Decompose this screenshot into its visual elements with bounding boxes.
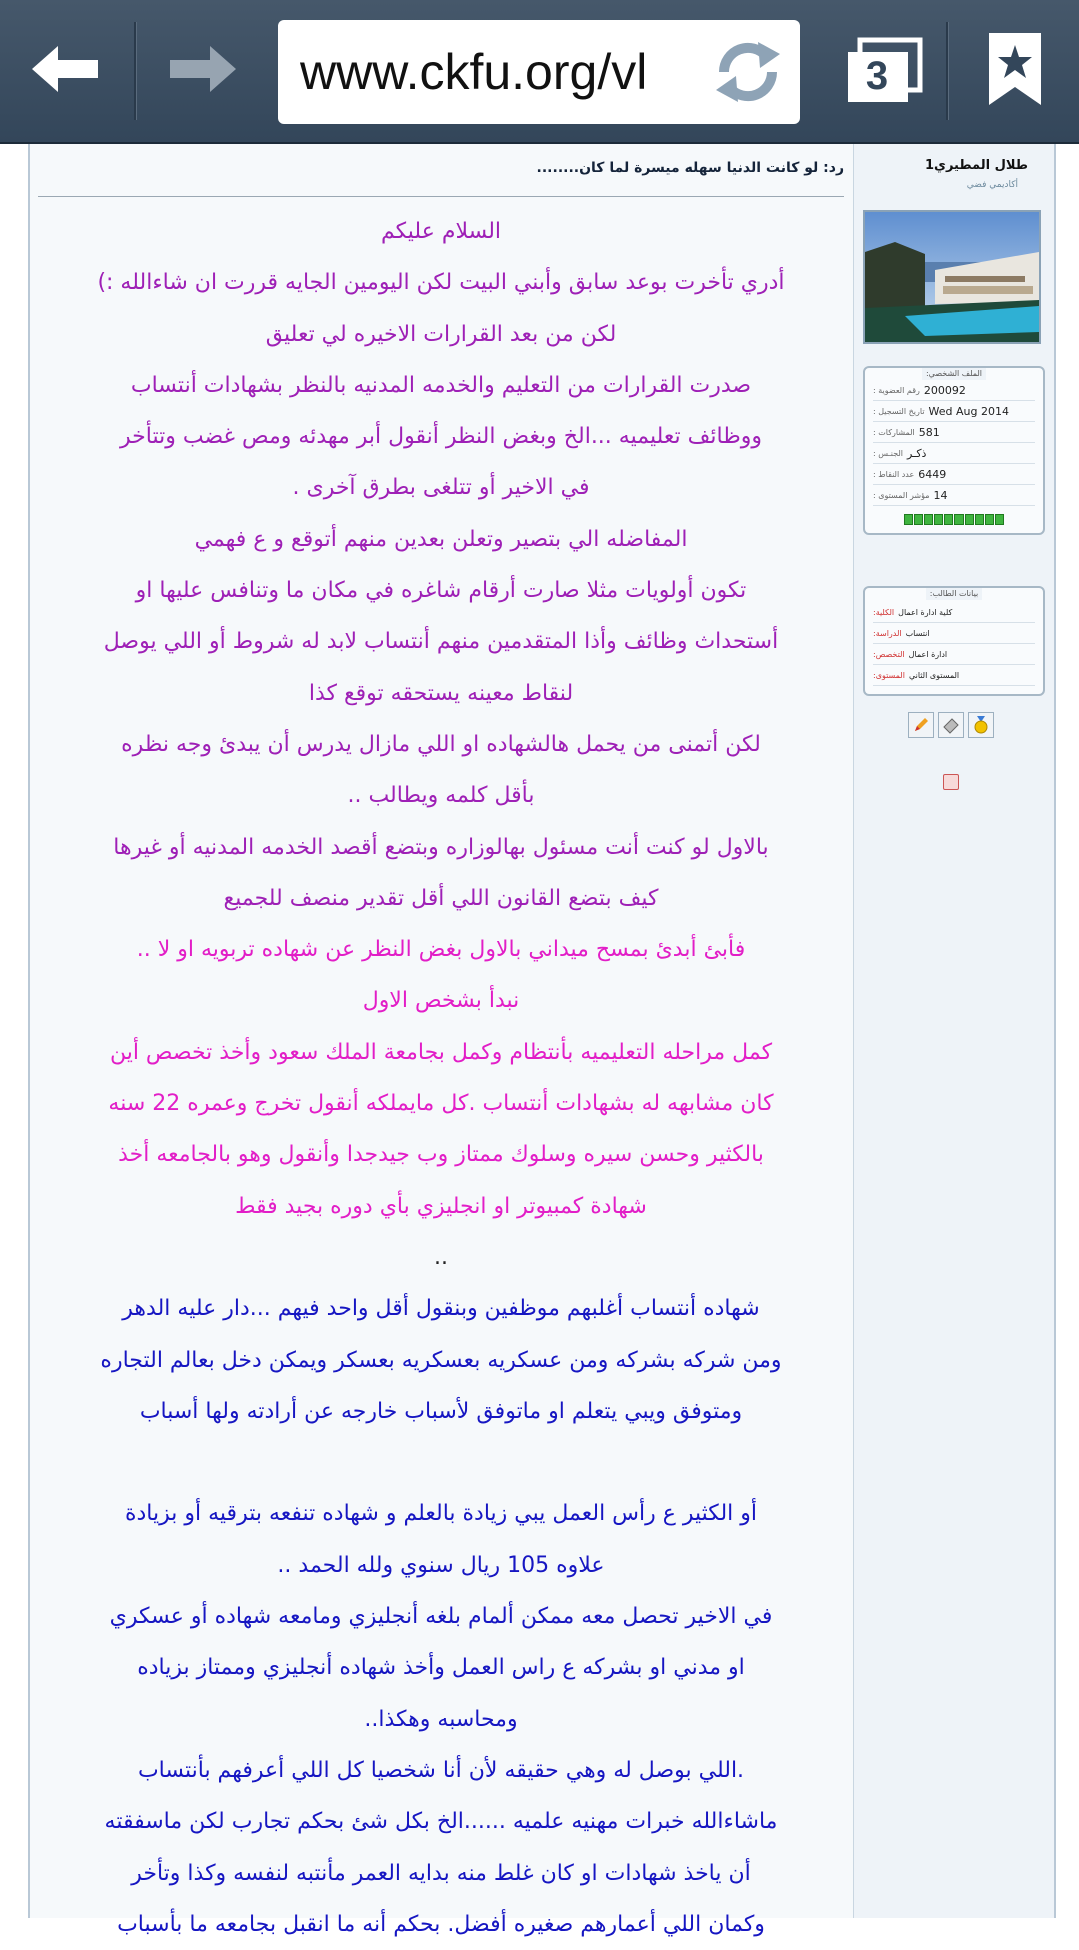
profile-value: 581 [918, 425, 940, 439]
profile-label: عدد النقاط : [873, 469, 915, 479]
bookmark-star-icon [989, 33, 1041, 109]
post-line: أن ياخذ شهادات او كان غلط منه بدايه العمر مأنتبه لنفسه وكذا وتأخر [131, 1860, 751, 1886]
arrow-right-icon [166, 44, 236, 98]
post [30, 144, 852, 1937]
forward-button[interactable] [136, 0, 266, 142]
post-line: كيف بتضع القانون اللي أقل تقدير منصف للجميع [223, 885, 659, 911]
post-line: ومن شركه بشركه ومن عسكريه بعسكريه بعسكر ويمكن دخل بعالم التجاره [100, 1347, 782, 1373]
post-line: في الاخير تحصل معه ممكن ألمام بلغه أنجليزي ومامعه شهاده أو عسكري [109, 1604, 773, 1630]
post-line: صدرت القرارات من التعليم والخدمه المدنيه بالنظر بشهادات أنتساب [130, 372, 752, 398]
profile-label: رقم العضوية : [873, 385, 920, 395]
student-value: المستوى الثاني [908, 670, 960, 680]
toolbar-divider [946, 22, 948, 120]
profile-value: 6449 [918, 467, 947, 481]
post-line: لنقاط معينه يستحقه توقع كذا [308, 680, 574, 706]
post-line: ووظائف تعليميه ...الخ وبغض النظر أنقول أبر مهدئه ومص غضب وتتأخر [120, 424, 762, 450]
profile-value: ذكـر [907, 446, 927, 460]
post-line: في الاخير أو تتلغى بطرق آخرى . [292, 475, 590, 501]
post-line: شهاده أنتساب أغلبهم موظفين وبنقول أقل واحد فيهم ...دار عليه الدهر [122, 1296, 760, 1322]
status-badge-icon[interactable] [943, 774, 959, 790]
profile-value: Wed Aug 2014 [928, 404, 1009, 418]
post-line: نبدأ بشخص الاول [362, 988, 520, 1014]
post-line: كان مشابهه له بشهادات أنتساب .كل مايملكه أنقول تخرج وعمره 22 سنه [108, 1091, 774, 1117]
profile-row [873, 443, 1035, 464]
post-line: أو الكثير ع رأس العمل يبي زيادة بالعلم و شهاده تنفعه بترقيه أو بزيادة [124, 1501, 758, 1527]
post-line [36, 1437, 846, 1488]
post-line: فأبئ أبدئ بمسح ميداني بالاول بغض النظر عن شهاده تربويه او لا .. [136, 937, 746, 963]
arrow-left-icon [32, 44, 102, 98]
post-title[interactable]: رد: لو كانت الدنيا سهله ميسرة لما كان........ [536, 160, 844, 176]
profile-box-title: الملف الشخصي: [922, 368, 986, 380]
profile-row [873, 464, 1035, 485]
post-line: بالكثير وحسن سيره وسلوك ممتاز وب جيدجدا وأنقول وهو بالجامعه أخذ [118, 1142, 764, 1168]
post-line: ومتوفق ويبي يتعلم او ماتوفق لأسباب خارجه عن أرادته ولها أسباب [139, 1398, 743, 1424]
student-value: كلية ادارة اعمال [898, 607, 953, 617]
post-line: السلام عليكم [380, 219, 502, 244]
student-row [873, 623, 1035, 644]
user-sidebar [853, 144, 1054, 1918]
username[interactable]: طلال المطيري1 [925, 158, 1028, 173]
avatar-image [865, 212, 1039, 342]
avatar[interactable] [863, 210, 1041, 344]
profile-row [873, 485, 1035, 506]
post-line: ماشاءالله خبرات مهنيه علميه ......الخ بكل شئ بحكم تجارب لكن ماسفقته [104, 1809, 778, 1835]
post-body [36, 206, 846, 1950]
profile-value: 14 [933, 488, 948, 502]
post-line: شهادة كمبيوتر او انجليزي بأي دوره بجيد فقط [235, 1193, 647, 1219]
student-box [863, 586, 1045, 696]
profile-label: المشاركات : [873, 427, 915, 437]
post-line: بأقل كلمه ويطالب .. [347, 783, 535, 809]
student-row [873, 665, 1035, 686]
user-rank-title: أكاديمي فضي [966, 180, 1018, 190]
post-line: او مدني او بشركه ع راس العمل وأخذ شهاده أنجليزي وممتاز بزياده [137, 1655, 745, 1681]
post-line: أستحداث وظائف وأذا المتقدمين منهم أنتساب لابد له شروط أو اللي يوصل [103, 629, 779, 655]
bookmark-button[interactable] [950, 0, 1079, 142]
tab-count: 3 [865, 53, 889, 98]
post-line: لكن من بعد القرارات الاخيره لي تعليق [265, 321, 617, 347]
student-label: التخصص: [873, 649, 905, 659]
pencil-badge-icon[interactable] [908, 712, 934, 738]
post-line: .. [434, 1244, 448, 1270]
browser-toolbar [0, 0, 1079, 144]
profile-label: تاريخ التسجيل : [873, 406, 925, 416]
profile-row [873, 422, 1035, 443]
url-text[interactable]: www.ckfu.org/vl [300, 44, 648, 100]
medal-badge-icon[interactable] [968, 712, 994, 738]
address-bar[interactable] [278, 20, 800, 124]
post-line: لكن أتمنى من يحمل هالشهاده او اللي مازال يدرس أن يبدئ وجه نظره [121, 731, 761, 757]
tabs-button[interactable] [820, 0, 948, 142]
student-label: الدراسة: [873, 628, 902, 638]
badges [908, 712, 994, 738]
eraser-badge-icon[interactable] [938, 712, 964, 738]
student-value: انتساب [905, 628, 930, 638]
post-line: وكمان اللي أعمارهم صغيره أفضل. بحكم أنه ما انقبل بجامعه ما بأسباب [117, 1911, 765, 1937]
post-line: كمل مراحله التعليميه بأنتظام وكمل بجامعة الملك سعود وأخذ تخصص أين [109, 1039, 773, 1065]
profile-box [863, 366, 1045, 535]
post-line: .اللي بوصل له وهي حقيقه لأن أنا شخصيا كل اللي أعرفهم بأنتساب [137, 1757, 745, 1783]
post-divider [38, 196, 844, 197]
post-line: تكون أولويات مثلا صارت أرقام شاغره في مكان ما وتنافس عليها او [135, 578, 747, 604]
forum-page [28, 144, 1056, 1937]
profile-label: الجنـس : [873, 448, 904, 458]
post-line: أدري تأخرت بوعد سابق وأبني البيت لكن اليومين الجايه قررت ان شاءالله :) [97, 270, 785, 296]
student-value: ادارة اعمال [908, 649, 948, 659]
back-button[interactable] [0, 0, 134, 142]
reload-icon[interactable] [708, 34, 788, 114]
profile-label: مؤشر المستوى : [873, 490, 930, 500]
post-line: علاوه 105 ريال سنوي ولله الحمد .. [277, 1552, 605, 1578]
student-label: الكلية: [873, 607, 895, 617]
student-label: المستوى: [873, 670, 905, 680]
student-row [873, 644, 1035, 665]
tabs-icon [844, 36, 924, 106]
profile-row [873, 380, 1035, 401]
level-bar [904, 514, 1004, 525]
post-line: ومحاسبه وهكذا.. [364, 1706, 518, 1732]
post-line: بالاول لو كنت أنت مسئول بهالوزاره وبتضع أقصد الخدمه المدنيه أو غيرها [113, 834, 769, 860]
profile-value: 200092 [923, 383, 966, 397]
student-box-title: بيانات الطالب: [926, 588, 982, 600]
profile-row [873, 401, 1035, 422]
student-row [873, 602, 1035, 623]
post-line: المفاضله الي بتصير وتعلن بعدين منهم أتوقع و ع فهمي [194, 526, 688, 552]
